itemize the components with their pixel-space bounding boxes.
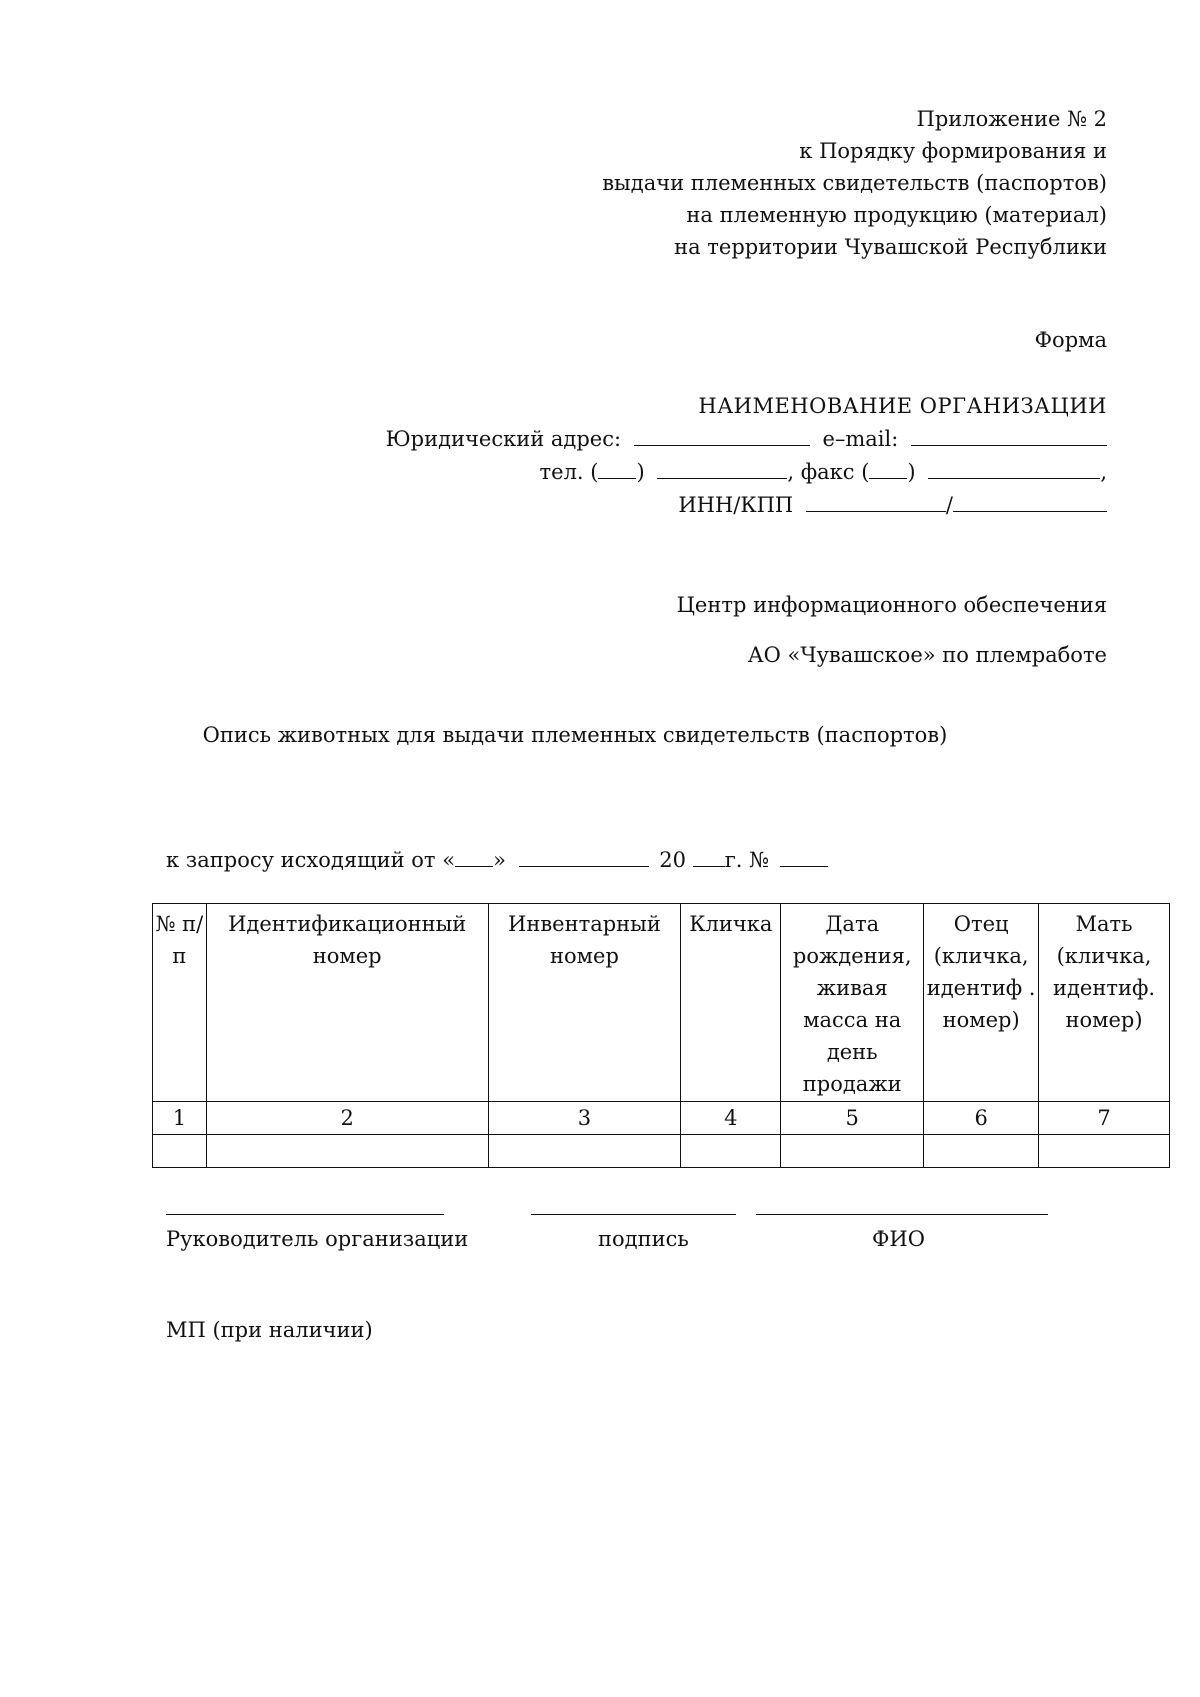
column-number: 2 <box>206 1102 488 1135</box>
document-title-wrap <box>0 723 1200 747</box>
recipient-block <box>677 580 1107 680</box>
column-number: 5 <box>781 1102 924 1135</box>
column-number: 3 <box>488 1102 681 1135</box>
signature-label: подпись <box>598 1227 689 1251</box>
fio-signature-line[interactable] <box>756 1214 1048 1215</box>
email-blank[interactable] <box>911 425 1107 446</box>
inn-blank[interactable] <box>806 491 946 512</box>
table-cell[interactable] <box>781 1135 924 1168</box>
header-cell-index: № п/ п <box>153 904 207 1102</box>
address-blank[interactable] <box>634 425 810 446</box>
header-cell-inventory: Инвентарный номер <box>488 904 681 1102</box>
signature-line[interactable] <box>531 1214 736 1215</box>
fax-label: , факс ( <box>787 460 870 484</box>
stamp-label: МП (при наличии) <box>166 1318 373 1342</box>
header-cell-father: Отец (кличка, идентиф . номер) <box>924 904 1039 1102</box>
appendix-line: Приложение № 2 <box>916 107 1107 131</box>
address-row <box>386 423 1107 456</box>
document-title: Опись животных для выдачи племенных свидетельств (паспортов) <box>202 723 948 747</box>
fax-close: ) <box>907 460 916 484</box>
table-cell[interactable] <box>153 1135 207 1168</box>
inn-row <box>386 489 1107 522</box>
kpp-blank[interactable] <box>953 491 1107 512</box>
header-cell-name: Кличка <box>681 904 781 1102</box>
column-number: 4 <box>681 1102 781 1135</box>
table-cell[interactable] <box>206 1135 488 1168</box>
appendix-line: выдачи племенных свидетельств (паспортов) <box>602 171 1107 195</box>
request-number-blank[interactable] <box>780 846 828 867</box>
phone-close: ) <box>636 460 645 484</box>
header-cell-mother: Мать (кличка, идентиф. номер) <box>1039 904 1170 1102</box>
animals-table <box>152 903 1170 1168</box>
column-number: 6 <box>924 1102 1039 1135</box>
organization-block <box>386 390 1107 522</box>
request-quote-close: » <box>493 848 506 872</box>
phone-label: тел. ( <box>539 460 599 484</box>
appendix-header <box>602 103 1107 263</box>
table-cell[interactable] <box>1039 1135 1170 1168</box>
fio-label: ФИО <box>872 1227 925 1251</box>
fax-blank[interactable] <box>928 458 1100 479</box>
address-label: Юридический адрес: <box>385 427 622 451</box>
form-label: Форма <box>1034 328 1107 352</box>
fax-code-blank[interactable] <box>869 458 907 479</box>
column-number: 7 <box>1039 1102 1170 1135</box>
table-row <box>153 1135 1170 1168</box>
table-cell[interactable] <box>924 1135 1039 1168</box>
phone-blank[interactable] <box>657 458 787 479</box>
signature-lines <box>0 1214 1200 1216</box>
trailing-comma: , <box>1100 460 1107 484</box>
phone-fax-row <box>386 456 1107 489</box>
request-line <box>166 846 828 872</box>
phone-code-blank[interactable] <box>598 458 636 479</box>
appendix-line: к Порядку формирования и <box>799 139 1107 163</box>
email-label: e–mail: <box>822 427 899 451</box>
organization-name: НАИМЕНОВАНИЕ ОРГАНИЗАЦИИ <box>698 394 1107 418</box>
table-cell[interactable] <box>488 1135 681 1168</box>
inn-separator: / <box>945 493 953 517</box>
table-header-row <box>153 904 1170 1102</box>
request-year-blank[interactable] <box>693 846 725 867</box>
inn-label: ИНН/КПП <box>678 493 794 517</box>
request-month-blank[interactable] <box>519 846 649 867</box>
request-year-suffix: г. № <box>724 848 769 872</box>
header-cell-id: Идентификационный номер <box>206 904 488 1102</box>
request-day-blank[interactable] <box>455 846 493 867</box>
column-number: 1 <box>153 1102 207 1135</box>
appendix-line: на племенную продукцию (материал) <box>686 203 1107 227</box>
request-prefix: к запросу исходящий от « <box>166 848 456 872</box>
table-cell[interactable] <box>681 1135 781 1168</box>
appendix-line: на территории Чувашской Республики <box>674 235 1107 259</box>
header-cell-birth: Дата рождения, живая масса на день продажи <box>781 904 924 1102</box>
head-signature-line[interactable] <box>166 1214 444 1215</box>
request-year-prefix: 20 <box>659 848 687 872</box>
table-number-row <box>153 1102 1170 1135</box>
recipient-line: Центр информационного обеспечения <box>676 593 1107 617</box>
recipient-line: АО «Чувашское» по племработе <box>747 643 1107 667</box>
head-label: Руководитель организации <box>166 1227 469 1251</box>
